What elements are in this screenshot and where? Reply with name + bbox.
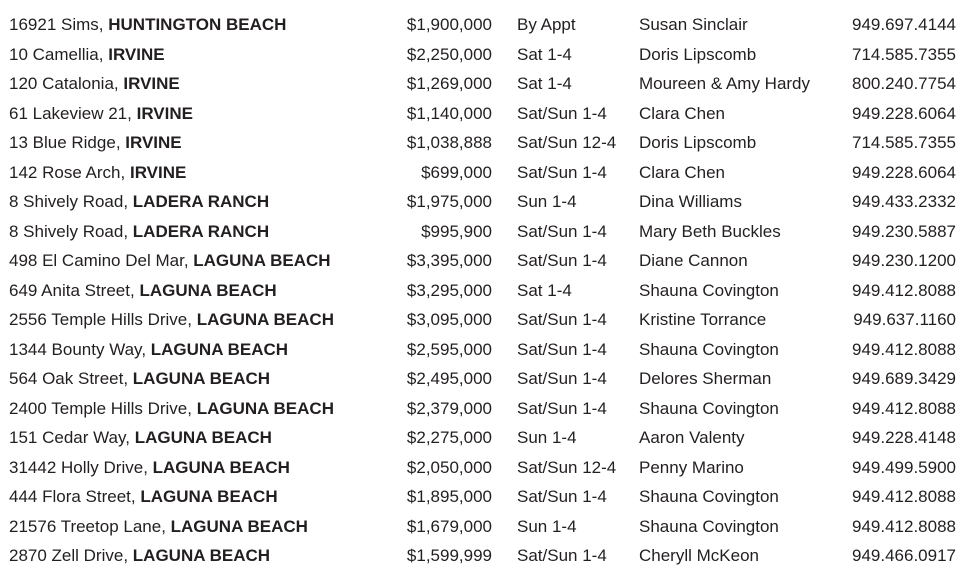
listing-row [0, 482, 972, 512]
listing-row [0, 335, 972, 365]
listing-phone: 949.433.2332 [852, 192, 956, 211]
listing-agent: Mary Beth Buckles [639, 221, 781, 241]
listing-address: 16921 Sims, HUNTINGTON BEACH [9, 15, 287, 34]
listing-row [0, 541, 972, 571]
listing-row [0, 69, 972, 99]
listing-city: LAGUNA BEACH [132, 369, 271, 388]
listing-phone: 949.466.0917 [852, 546, 956, 565]
listing-address: 21576 Treetop Lane, LAGUNA BEACH [9, 516, 308, 536]
listing-agent: Shauna Covington [639, 487, 779, 506]
listing-open-house-times: By Appt [517, 15, 576, 34]
listing-phone: 949.230.1200 [852, 251, 956, 270]
listing-street: 31442 Holly Drive [9, 457, 144, 477]
listing-city: LADERA RANCH [132, 221, 270, 241]
listing-street: 498 El Camino Del Mar [9, 251, 184, 270]
listing-city: LAGUNA BEACH [139, 280, 277, 300]
listing-agent: Diane Cannon [639, 251, 748, 270]
listing-city: LAGUNA BEACH [196, 310, 334, 329]
listing-open-house-times: Sat 1-4 [517, 44, 572, 64]
listing-agent: Shauna Covington [639, 516, 779, 536]
open-house-listings-table [0, 10, 972, 571]
listing-city: IRVINE [123, 74, 180, 93]
listing-price: $3,295,000 [406, 280, 492, 300]
listing-agent: Shauna Covington [639, 280, 779, 300]
listing-street: 151 Cedar Way [9, 428, 126, 447]
listing-price: $3,395,000 [406, 251, 492, 270]
listing-open-house-times: Sat/Sun 1-4 [517, 310, 607, 329]
listing-street: 649 Anita Street [9, 280, 130, 300]
listing-agent: Aaron Valenty [639, 428, 745, 447]
listing-phone: 949.228.4148 [852, 428, 956, 447]
listing-street: 564 Oak Street [9, 369, 124, 388]
listing-street: 10 Camellia [9, 44, 99, 64]
listing-address: 2400 Temple Hills Drive, LAGUNA BEACH [9, 398, 334, 418]
listing-address: 10 Camellia, IRVINE [9, 44, 165, 64]
listing-phone: 949.412.8088 [852, 280, 956, 300]
listing-agent: Susan Sinclair [639, 15, 748, 34]
listing-city: LAGUNA BEACH [140, 487, 278, 506]
listing-address: 564 Oak Street, LAGUNA BEACH [9, 369, 271, 388]
listing-row [0, 217, 972, 247]
listing-row [0, 187, 972, 217]
listing-city: IRVINE [129, 162, 187, 182]
listing-row [0, 364, 972, 394]
listing-street: 2556 Temple Hills Drive [9, 310, 188, 329]
listing-row [0, 276, 972, 306]
listing-street: 61 Lakeview 21 [9, 103, 128, 123]
listing-price: $2,495,000 [406, 369, 492, 388]
listing-row [0, 128, 972, 158]
listing-address: 649 Anita Street, LAGUNA BEACH [9, 280, 277, 300]
listing-open-house-times: Sun 1-4 [517, 428, 577, 447]
listing-open-house-times: Sat/Sun 1-4 [517, 339, 607, 359]
listing-address: 13 Blue Ridge, IRVINE [9, 133, 182, 152]
listing-address: 1344 Bounty Way, LAGUNA BEACH [9, 339, 289, 359]
listing-city: IRVINE [136, 103, 193, 123]
listing-price: $3,095,000 [406, 310, 492, 329]
listing-city: LAGUNA BEACH [196, 398, 334, 418]
listing-city: LAGUNA BEACH [170, 516, 308, 536]
listing-phone: 949.499.5900 [852, 457, 956, 477]
listing-street: 8 Shively Road [9, 221, 124, 241]
listing-phone: 949.412.8088 [852, 516, 956, 536]
listing-address: 444 Flora Street, LAGUNA BEACH [9, 487, 278, 506]
listing-open-house-times: Sun 1-4 [517, 192, 577, 211]
listing-price: $2,050,000 [406, 457, 492, 477]
listing-price: $2,250,000 [406, 44, 492, 64]
listing-price: $2,595,000 [406, 339, 492, 359]
listing-open-house-times: Sat/Sun 1-4 [517, 221, 607, 241]
listing-agent: Delores Sherman [639, 369, 772, 388]
listing-open-house-times: Sat/Sun 1-4 [517, 546, 607, 565]
listing-street: 1344 Bounty Way [9, 339, 142, 359]
listing-agent: Moureen & Amy Hardy [639, 74, 811, 93]
listing-open-house-times: Sat/Sun 1-4 [517, 487, 607, 506]
listing-city: LAGUNA BEACH [152, 457, 290, 477]
listing-phone: 949.230.5887 [852, 221, 956, 241]
listing-agent: Shauna Covington [639, 339, 779, 359]
listing-row [0, 40, 972, 70]
listing-open-house-times: Sat/Sun 12-4 [517, 457, 617, 477]
listing-phone: 949.412.8088 [852, 487, 956, 506]
listing-city: IRVINE [125, 133, 182, 152]
listing-row [0, 453, 972, 483]
listing-row [0, 99, 972, 129]
listing-price: $1,900,000 [406, 15, 492, 34]
listing-city: HUNTINGTON BEACH [108, 15, 287, 34]
listing-agent: Doris Lipscomb [639, 44, 757, 64]
listing-price: $1,038,888 [406, 133, 492, 152]
listing-row [0, 423, 972, 453]
listing-street: 142 Rose Arch [9, 162, 121, 182]
listing-price: $699,000 [421, 162, 492, 182]
listing-address: 2556 Temple Hills Drive, LAGUNA BEACH [9, 310, 334, 329]
listing-city: LAGUNA BEACH [193, 251, 331, 270]
listing-address: 8 Shively Road, LADERA RANCH [9, 221, 270, 241]
listing-phone: 714.585.7355 [852, 133, 956, 152]
listing-row [0, 305, 972, 335]
listing-address: 151 Cedar Way, LAGUNA BEACH [9, 428, 272, 447]
listing-open-house-times: Sat/Sun 1-4 [517, 369, 607, 388]
listing-price: $995,900 [421, 221, 492, 241]
listing-open-house-times: Sun 1-4 [517, 516, 577, 536]
listing-open-house-times: Sat 1-4 [517, 280, 572, 300]
listing-agent: Cheryll McKeon [639, 546, 759, 565]
listing-phone: 949.228.6064 [852, 162, 956, 182]
listing-agent: Doris Lipscomb [639, 133, 757, 152]
listing-city: LAGUNA BEACH [134, 428, 272, 447]
listing-phone: 800.240.7754 [852, 74, 956, 93]
listing-city: IRVINE [108, 44, 165, 64]
listing-address: 2870 Zell Drive, LAGUNA BEACH [9, 546, 271, 565]
listing-city: LAGUNA BEACH [150, 339, 289, 359]
listing-row [0, 158, 972, 188]
listing-phone: 949.637.1160 [853, 310, 956, 329]
listing-city: LAGUNA BEACH [132, 546, 271, 565]
listing-address: 61 Lakeview 21, IRVINE [9, 103, 193, 123]
listing-phone: 949.412.8088 [852, 339, 956, 359]
listing-row [0, 512, 972, 542]
listing-agent: Dina Williams [639, 192, 742, 211]
listing-agent: Kristine Torrance [639, 310, 767, 329]
listing-price: $1,140,000 [406, 103, 492, 123]
listing-price: $1,599,999 [406, 546, 492, 565]
listing-address: 31442 Holly Drive, LAGUNA BEACH [9, 457, 290, 477]
listing-address: 142 Rose Arch, IRVINE [9, 162, 187, 182]
listing-phone: 949.228.6064 [852, 103, 956, 123]
listing-phone: 949.697.4144 [852, 15, 956, 34]
listing-address: 120 Catalonia, IRVINE [9, 74, 180, 93]
listing-open-house-times: Sat/Sun 12-4 [517, 133, 617, 152]
listing-phone: 714.585.7355 [852, 44, 956, 64]
listing-agent: Clara Chen [639, 103, 725, 123]
listing-phone: 949.689.3429 [852, 369, 956, 388]
listing-open-house-times: Sat/Sun 1-4 [517, 398, 607, 418]
listing-price: $1,679,000 [406, 516, 492, 536]
listing-phone: 949.412.8088 [852, 398, 956, 418]
listing-row [0, 394, 972, 424]
listing-agent: Clara Chen [639, 162, 725, 182]
listing-price: $2,379,000 [406, 398, 492, 418]
listing-street: 120 Catalonia [9, 74, 114, 93]
listing-street: 8 Shively Road [9, 192, 124, 211]
listing-street: 16921 Sims [9, 15, 99, 34]
listing-open-house-times: Sat/Sun 1-4 [517, 251, 607, 270]
listing-price: $2,275,000 [406, 428, 492, 447]
listing-address: 498 El Camino Del Mar, LAGUNA BEACH [9, 251, 331, 270]
listing-row [0, 246, 972, 276]
listing-agent: Shauna Covington [639, 398, 779, 418]
listing-street: 13 Blue Ridge [9, 133, 116, 152]
listing-price: $1,269,000 [406, 74, 492, 93]
listing-row [0, 10, 972, 40]
listing-price: $1,895,000 [406, 487, 492, 506]
listing-street: 2870 Zell Drive [9, 546, 124, 565]
listing-address: 8 Shively Road, LADERA RANCH [9, 192, 270, 211]
listing-street: 21576 Treetop Lane [9, 516, 162, 536]
listing-open-house-times: Sat/Sun 1-4 [517, 103, 607, 123]
listing-price: $1,975,000 [406, 192, 492, 211]
listing-street: 2400 Temple Hills Drive [9, 398, 188, 418]
listing-open-house-times: Sat/Sun 1-4 [517, 162, 607, 182]
listing-city: LADERA RANCH [132, 192, 270, 211]
listing-open-house-times: Sat 1-4 [517, 74, 572, 93]
listing-agent: Penny Marino [639, 457, 744, 477]
listing-street: 444 Flora Street [9, 487, 131, 506]
